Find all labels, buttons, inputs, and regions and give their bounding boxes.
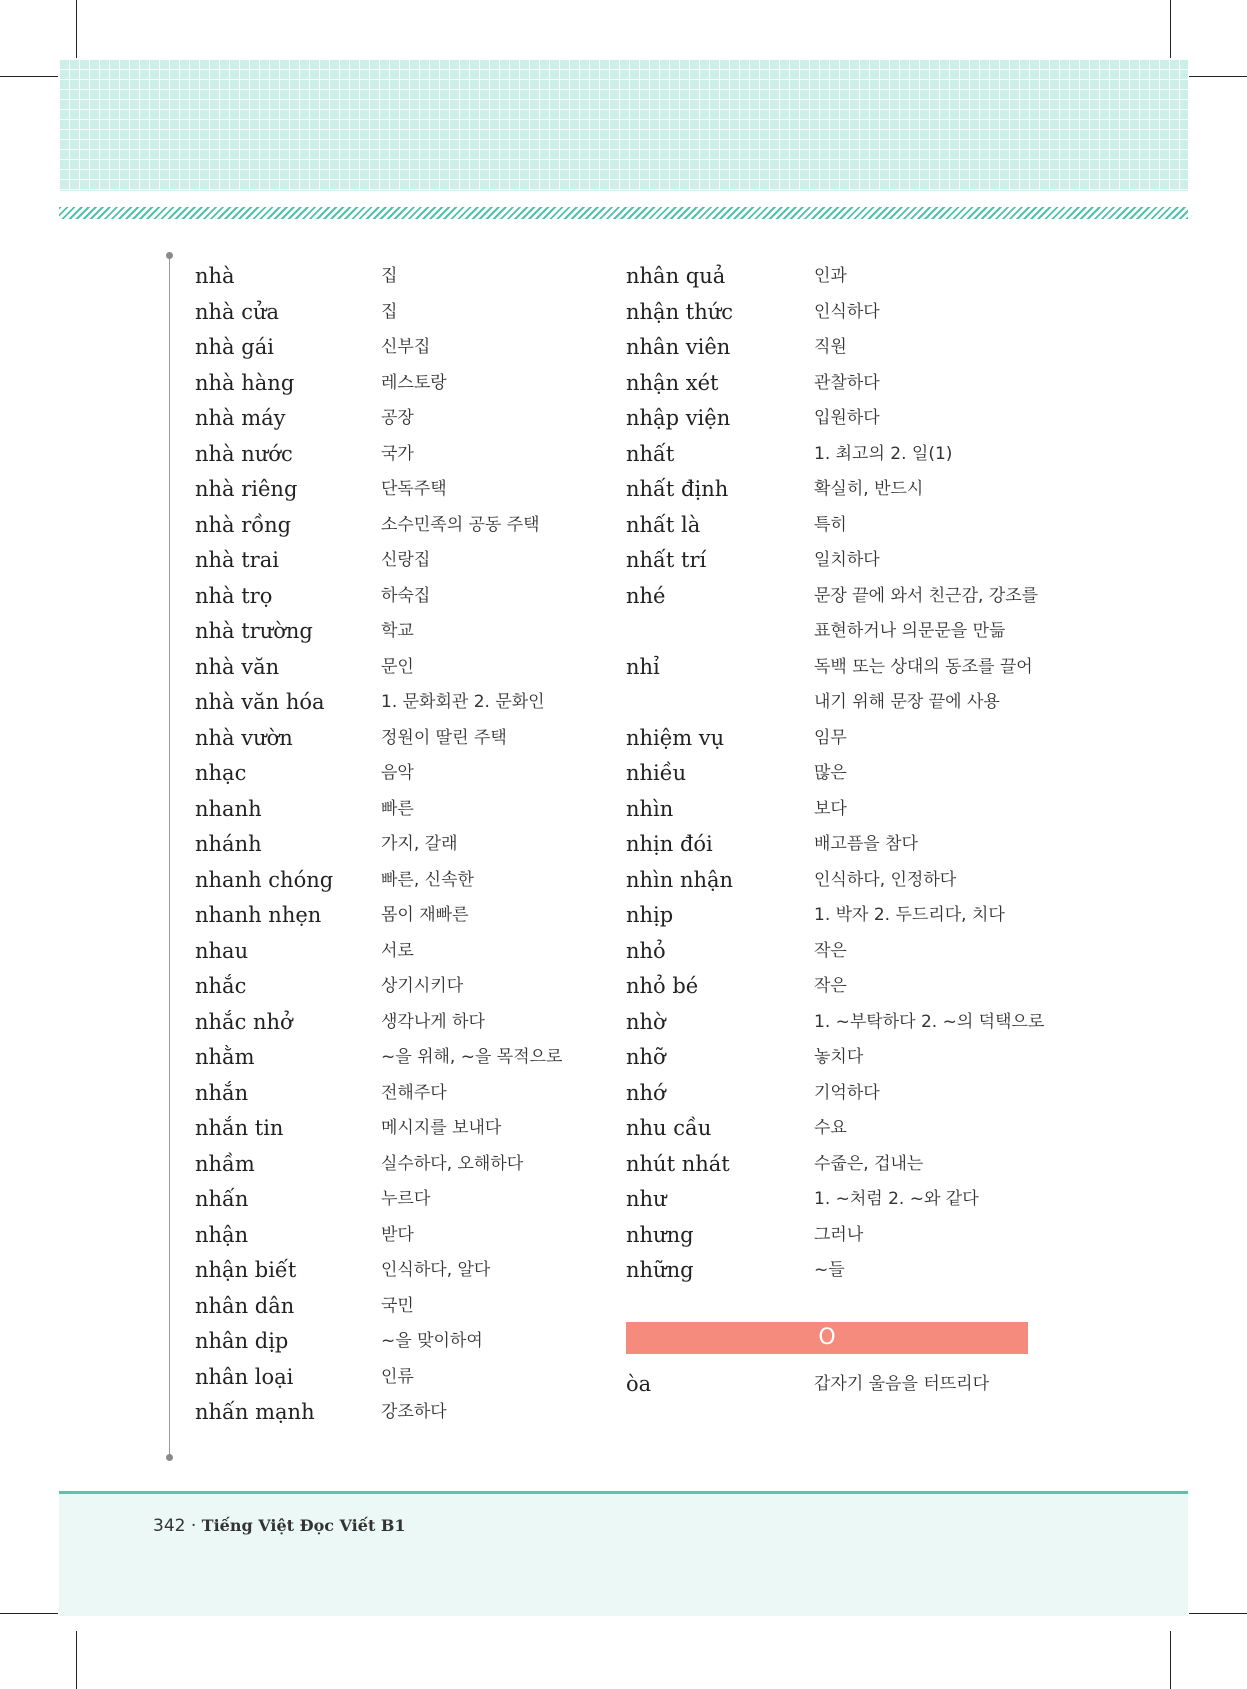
entry-term: nhiều: [626, 761, 687, 785]
entry-meaning: 하숙집: [381, 585, 431, 606]
entry-term: nhằm: [195, 1045, 255, 1069]
entry-term: nhà cửa: [195, 299, 280, 324]
entry-meaning: 공장: [381, 408, 414, 428]
entry-term: nhờ: [626, 1009, 666, 1034]
entry-meaning: 인과: [814, 266, 847, 286]
entry-meaning: 소수민족의 공동 주택: [381, 514, 540, 535]
entry-meaning: 수줍은, 겁내는: [814, 1153, 924, 1174]
entry-meaning: 1. ~처럼 2. ~와 같다: [814, 1189, 979, 1209]
entry-meaning: 내기 위해 문장 끝에 사용: [814, 692, 1000, 712]
entry-meaning: 1. 문화회관 2. 문화인: [381, 692, 545, 712]
entry-term: nhà nước: [195, 441, 293, 466]
entry-term: nhịn đói: [626, 832, 713, 856]
entry-meaning: 음악: [381, 763, 414, 783]
header-hatch-stripe: [59, 207, 1188, 219]
column-guide-line: [169, 255, 170, 1458]
entry-term: nhiệm vụ: [626, 725, 725, 750]
entry-meaning: 빠른, 신속한: [381, 869, 474, 890]
entry-meaning: 배고픔을 참다: [814, 834, 918, 854]
entry-meaning: 몸이 재빠른: [381, 905, 469, 925]
entry-term: nhận thức: [626, 299, 734, 324]
entry-meaning: 집: [381, 301, 398, 322]
entry-term: nhanh: [195, 796, 262, 821]
entry-meaning: 표현하거나 의문문을 만듦: [814, 621, 1006, 641]
entry-meaning: 생각나게 하다: [381, 1011, 485, 1032]
entry-meaning: 1. ~부탁하다 2. ~의 덕택으로: [814, 1011, 1045, 1032]
entry-term: nhớ: [626, 1080, 666, 1105]
entry-term: nhắc nhở: [195, 1009, 293, 1034]
entry-term: òa: [626, 1372, 652, 1396]
entry-term: nhắn tin: [195, 1116, 284, 1140]
entry-term: nhìn nhận: [626, 867, 734, 892]
entry-term: nhập viện: [626, 406, 731, 430]
entry-meaning: 전해주다: [381, 1082, 447, 1103]
entry-meaning: 그러나: [814, 1224, 864, 1245]
entry-term: nhầm: [195, 1151, 255, 1176]
crop-mark: [0, 1613, 58, 1614]
entry-term: nhân quả: [626, 264, 726, 288]
entry-meaning: 집: [381, 266, 398, 286]
guide-line-top-dot: [166, 252, 173, 259]
entry-meaning: 작은: [814, 940, 847, 961]
entry-meaning: 강조하다: [381, 1402, 447, 1422]
entry-meaning: 신랑집: [381, 550, 431, 570]
entry-meaning: 특히: [814, 514, 847, 535]
entry-meaning: 국가: [381, 443, 414, 464]
entry-term: nhịp: [626, 903, 674, 927]
entry-meaning: 누르다: [381, 1189, 431, 1209]
entry-term: nhất: [626, 441, 675, 466]
entry-meaning: 관찰하다: [814, 372, 880, 393]
entry-term: nhận: [195, 1222, 249, 1247]
entry-meaning: ~들: [814, 1260, 845, 1280]
entry-meaning: ~을 맞이하여: [381, 1331, 483, 1351]
entry-term: nhận xét: [626, 370, 719, 395]
entry-term: nhỏ: [626, 938, 666, 963]
entry-meaning: 수요: [814, 1118, 847, 1138]
entry-meaning: 국민: [381, 1295, 414, 1316]
entry-term: nhanh chóng: [195, 867, 334, 892]
entry-meaning: 실수하다, 오해하다: [381, 1153, 524, 1174]
entry-term: nhà trai: [195, 548, 279, 572]
entry-term: nhắc: [195, 974, 247, 998]
entry-meaning: 1. 박자 2. 두드리다, 치다: [814, 905, 1005, 925]
entry-term: nhân loại: [195, 1364, 294, 1389]
entry-meaning: 문장 끝에 와서 친근감, 강조를: [814, 585, 1039, 606]
entry-meaning: 직원: [814, 337, 847, 357]
entry-meaning: 메시지를 보내다: [381, 1118, 502, 1138]
entry-term: nhanh nhẹn: [195, 903, 322, 927]
entry-meaning: 독백 또는 상대의 동조를 끌어: [814, 656, 1033, 677]
entry-term: nhà văn: [195, 654, 280, 679]
crop-mark: [1189, 76, 1247, 77]
entry-term: nhà hàng: [195, 370, 295, 395]
page-number: 342: [153, 1516, 186, 1536]
section-letter-bar: [626, 1322, 1028, 1354]
entry-term: nhà gái: [195, 335, 274, 359]
entry-meaning: 일치하다: [814, 550, 880, 570]
entry-term: nhận biết: [195, 1258, 297, 1282]
entry-meaning: 레스토랑: [381, 372, 447, 393]
entry-term: nhất là: [626, 512, 701, 537]
crop-mark: [76, 1631, 77, 1689]
entry-term: nhân viên: [626, 335, 731, 359]
entry-meaning: 가지, 갈래: [381, 834, 458, 854]
entry-meaning: 받다: [381, 1224, 414, 1245]
entry-meaning: ~을 위해, ~을 목적으로: [381, 1047, 563, 1067]
entry-meaning: 놓치다: [814, 1047, 864, 1067]
header-grid-band: [59, 59, 1188, 191]
entry-term: nhân dịp: [195, 1329, 289, 1353]
entry-term: nhưng: [626, 1222, 694, 1247]
entry-meaning: 신부집: [381, 337, 431, 357]
entry-term: nhất định: [626, 477, 729, 501]
entry-meaning: 기억하다: [814, 1082, 880, 1103]
entry-meaning: 인류: [381, 1366, 414, 1387]
entry-meaning: 갑자기 울음을 터뜨리다: [814, 1374, 990, 1394]
crop-mark: [76, 0, 77, 58]
entry-meaning: 인식하다, 인정하다: [814, 869, 957, 890]
entry-term: nhà: [195, 264, 235, 288]
entry-meaning: 확실히, 반드시: [814, 479, 924, 499]
entry-term: nhà riêng: [195, 477, 298, 501]
entry-term: nhà trọ: [195, 583, 273, 608]
entry-meaning: 서로: [381, 940, 414, 961]
entry-meaning: 많은: [814, 763, 847, 783]
page-footer: [59, 1491, 1188, 1616]
entry-term: nhân dân: [195, 1293, 295, 1318]
entry-meaning: 보다: [814, 798, 847, 819]
entry-meaning: 인식하다, 알다: [381, 1260, 491, 1280]
book-title: Tiếng Việt Đọc Viết B1: [201, 1516, 406, 1535]
entry-term: nhà máy: [195, 406, 286, 430]
entry-term: nhà văn hóa: [195, 690, 325, 714]
entry-term: nhút nhát: [626, 1151, 730, 1176]
entry-meaning: 상기시키다: [381, 976, 464, 996]
crop-mark: [1170, 0, 1171, 58]
guide-line-bottom-dot: [166, 1454, 173, 1461]
entry-term: nhỏ bé: [626, 974, 699, 998]
entry-term: nhỡ: [626, 1045, 666, 1069]
entry-meaning: 정원이 딸린 주택: [381, 727, 507, 748]
footer-text: [153, 1516, 406, 1536]
entry-meaning: 1. 최고의 2. 일(1): [814, 443, 953, 464]
entry-meaning: 학교: [381, 621, 414, 641]
entry-meaning: 단독주택: [381, 479, 447, 499]
entry-term: nhấn: [195, 1187, 249, 1211]
entry-term: nhắn: [195, 1080, 249, 1105]
entry-term: nhất trí: [626, 548, 707, 572]
crop-mark: [1170, 1631, 1171, 1689]
entry-term: nhánh: [195, 832, 262, 856]
entry-meaning: 작은: [814, 976, 847, 996]
entry-term: nhau: [195, 938, 249, 963]
entry-meaning: 입원하다: [814, 408, 880, 428]
crop-mark: [0, 76, 58, 77]
entry-meaning: 빠른: [381, 798, 414, 819]
entry-term: nhìn: [626, 796, 674, 821]
entry-term: nhạc: [195, 761, 247, 785]
crop-mark: [1189, 1613, 1247, 1614]
entry-term: nhà trường: [195, 619, 313, 643]
entry-term: như: [626, 1187, 667, 1211]
entry-term: nhu cầu: [626, 1116, 712, 1140]
entry-meaning: 임무: [814, 727, 847, 748]
entry-term: nhé: [626, 583, 666, 608]
entry-term: những: [626, 1258, 694, 1282]
entry-meaning: 문인: [381, 656, 414, 677]
entry-term: nhà vườn: [195, 725, 293, 750]
entry-term: nhà rồng: [195, 512, 292, 537]
section-letter: O: [818, 1325, 836, 1350]
entry-term: nhỉ: [626, 654, 660, 679]
footer-separator: ·: [190, 1516, 197, 1536]
entry-meaning: 인식하다: [814, 301, 880, 322]
entry-term: nhấn mạnh: [195, 1400, 315, 1424]
